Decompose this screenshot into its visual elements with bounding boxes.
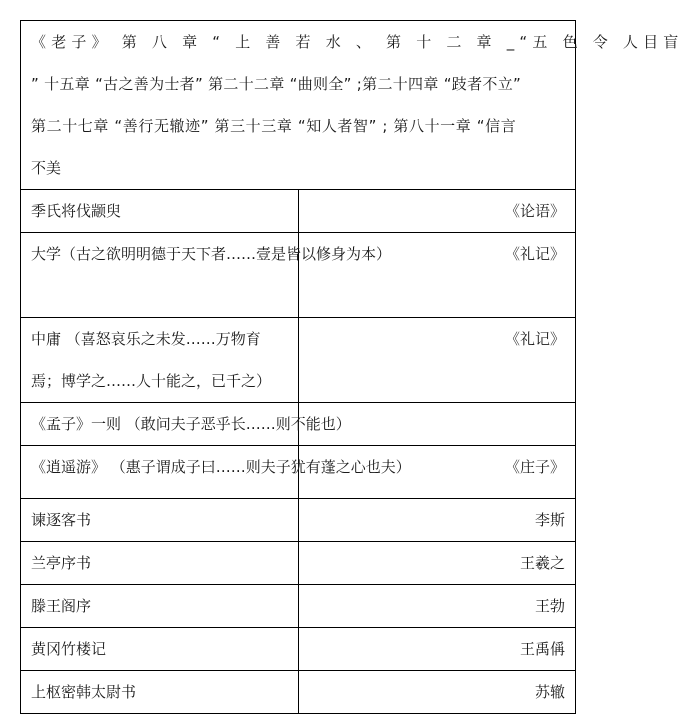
- work-title: 《孟子》一则 （敢问夫子恶乎长……则不能也）: [21, 403, 299, 446]
- table-row: [21, 499, 576, 542]
- table-row: [21, 542, 576, 585]
- work-author: 李斯: [298, 499, 576, 542]
- table-row: [21, 190, 576, 233]
- work-title: 大学（古之欲明明德于天下者……壹是皆以修身为本）: [21, 233, 299, 318]
- work-author: 苏辙: [298, 671, 576, 714]
- work-title: 中庸 （喜怒哀乐之未发……万物育焉；博学之……人十能之，已千之）: [21, 318, 299, 403]
- work-title: 《逍遥游》 （惠子谓成子曰……则夫子犹有蓬之心也夫）: [21, 446, 299, 499]
- laozi-line-4: 不美: [31, 159, 62, 177]
- laozi-line-3: 第二十七章 “善行无辙迹” 第三十三章 “知人者智” ; 第八十一章 “信言: [31, 117, 517, 135]
- work-title: 兰亭序书: [21, 542, 299, 585]
- work-author: 王羲之: [298, 542, 576, 585]
- work-source: 《礼记》: [298, 233, 576, 318]
- work-source: 《庄子》: [298, 446, 576, 499]
- work-title: 黄冈竹楼记: [21, 628, 299, 671]
- work-author: 王禹偁: [298, 628, 576, 671]
- work-title: 季氏将伐颛臾: [21, 190, 299, 233]
- laozi-chapters-cell: [21, 21, 684, 190]
- work-title: 谏逐客书: [21, 499, 299, 542]
- work-author: 王勃: [298, 585, 576, 628]
- work-source: 《礼记》: [298, 318, 576, 403]
- reading-list-table: [20, 20, 684, 714]
- table-row: [21, 671, 576, 714]
- work-title: 上枢密韩太尉书: [21, 671, 299, 714]
- table-row: [21, 318, 576, 403]
- work-source: 《论语》: [298, 190, 576, 233]
- table-row-laozi: [21, 21, 576, 190]
- table-row: [21, 446, 576, 499]
- table-row: [21, 403, 576, 446]
- laozi-line-2: ” 十五章 “古之善为士者” 第二十二章 “曲则全” ;第二十四章 “跂者不立”: [31, 75, 522, 93]
- work-title: 滕王阁序: [21, 585, 299, 628]
- table-row: [21, 628, 576, 671]
- table-row: [21, 233, 576, 318]
- laozi-line-1: 《老子》 第 八 章 “ 上 善 若 水 、 第 十 二 章 _“五 色 令 人目盲: [31, 33, 684, 51]
- table-row: [21, 585, 576, 628]
